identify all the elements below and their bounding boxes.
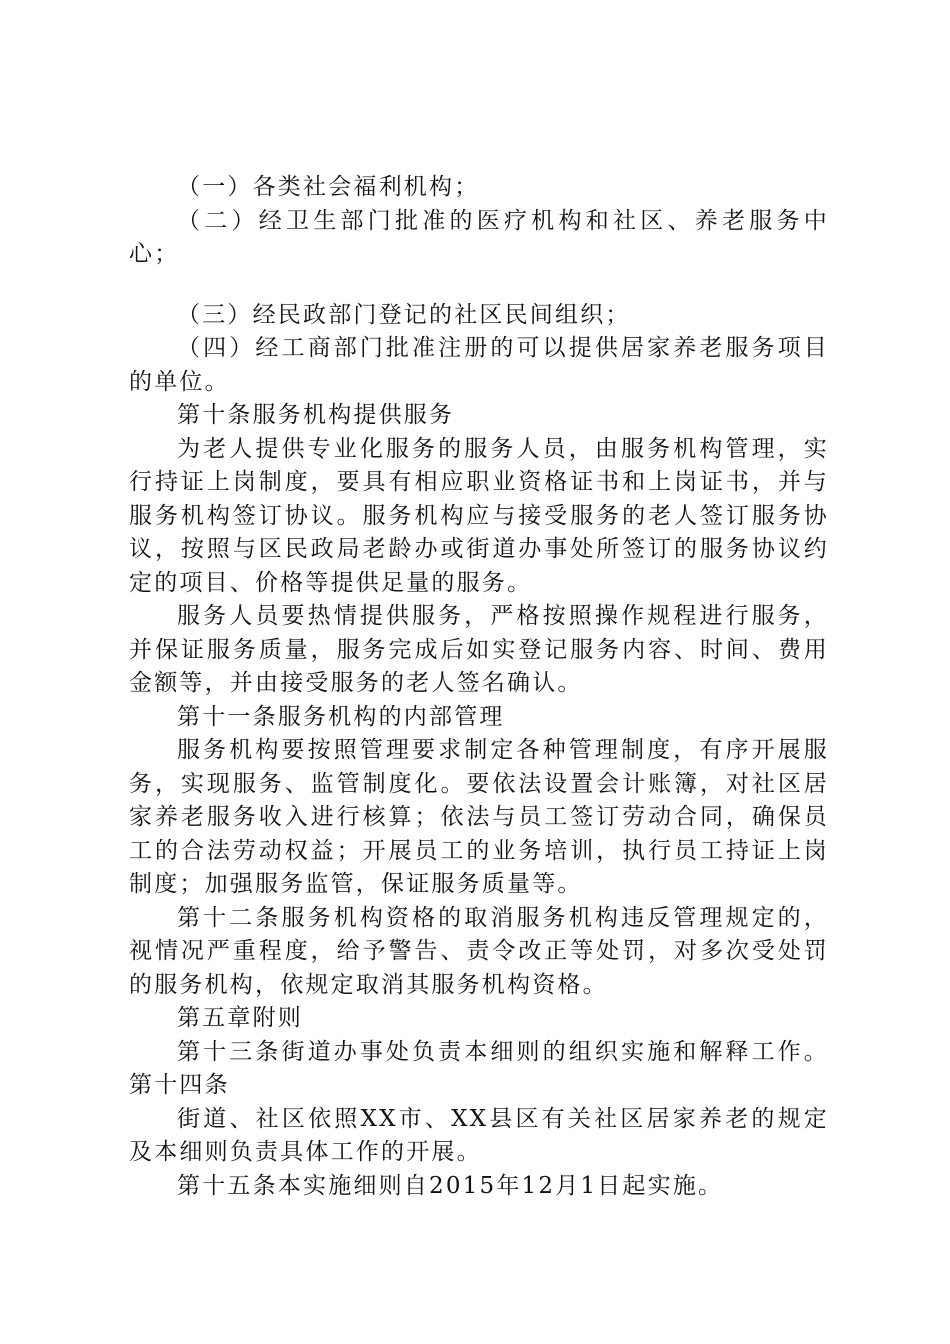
article-11-body: 服务机构要按照管理要求制定各种管理制度，有序开展服务，实现服务、监管制度化。要依法设置会计账簿，对社区居家养老服务收入进行核算；依法与员工签订劳动合同，确保员工的合法劳动权益；开展员工的业务培训，执行员工持证上岗制度；加强服务监管，保证服务质量等。: [129, 737, 829, 897]
article-15-body: 第十五条本实施细则自2015年12月1日起实施。: [177, 1172, 724, 1199]
article-11-heading: 第十一条服务机构的内部管理: [177, 703, 505, 730]
article-10-body-2: 服务人员要热情提供服务，严格按照操作规程进行服务，并保证服务质量，服务完成后如实登记服务内容、时间、费用金额等，并由接受服务的老人签名确认。: [129, 603, 829, 696]
list-item-1: （一）各类社会福利机构；: [177, 174, 480, 200]
article-10-body-1: 为老人提供专业化服务的服务人员，由服务机构管理，实行持证上岗制度，要具有相应职业资格证书和上岗证书，并与服务机构签订协议。服务机构应与接受服务的老人签订服务协议，按照与区民政局老龄办或街道办事处所签订的服务协议约定的项目、价格等提供足量的服务。: [129, 435, 829, 596]
article-12-body: 第十二条服务机构资格的取消服务机构违反管理规定的，视情况严重程度，给予警告、责令改正等处罚，对多次受处罚的服务机构，依规定取消其服务机构资格。: [129, 904, 829, 998]
article-13-body: 第十三条街道办事处负责本细则的组织实施和解释工作。第十四条: [129, 1038, 829, 1098]
list-item-3: （三）经民政部门登记的社区民间组织；: [177, 301, 631, 328]
article-10-heading: 第十条服务机构提供服务: [177, 402, 455, 428]
article-14-body: 街道、社区依照XX市、XX县区有关社区居家养老的规定及本细则负责具体工作的开展。: [129, 1105, 829, 1165]
list-item-2: （二）经卫生部门批准的医疗机构和社区、养老服务中心；: [129, 207, 829, 267]
list-item-4: （四）经工商部门批准注册的可以提供居家养老服务项目的单位。: [129, 335, 829, 395]
document-page: [129, 171, 829, 1203]
chapter-5-heading: 第五章附则: [177, 1005, 303, 1031]
